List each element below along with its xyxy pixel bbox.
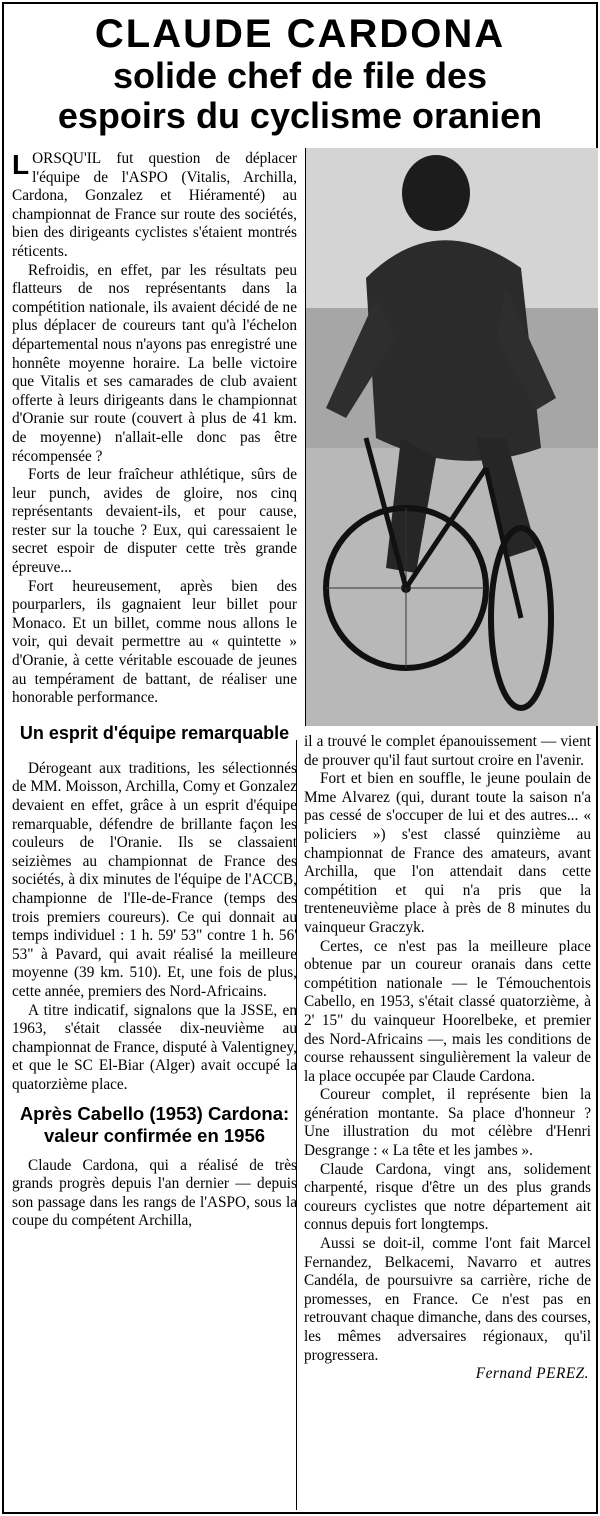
paragraph: Refroidis, en effet, par les résultats peu flatteurs de nos représentants dans la compétition nationale, ils avaient décidé de ne plus déplacer de coureurs tant qu'à l'échelon départemental nous n'ayons pas enregistré une honnête moyenne horaire. La belle victoire que Vitalis et ses camarades de club avaient offerte à leurs dirigeants dans le championnat d'Oranie sur route (couvert à plus de 41 km. de moyenne) n'allait-elle donc pas être récompensée ? [12,261,297,465]
headline-line-1: CLAUDE CARDONA [94,12,506,56]
paragraph: Fort heureusement, après bien des pourparlers, ils gagnaient leur billet pour Monaco. Et un billet, comme nous allons le voir, qui devait permettre au « quintette » d'Oranie, à cette véritable escouade de jeunes au tempérament de battant, de réaliser une honorable performance. [12,577,297,707]
column-left [12,150,297,1231]
paragraph: Claude Cardona, qui a réalisé de très grands progrès depuis l'an dernier — depuis son passage dans les rangs de l'ASPO, sous la coupe du compétent Archilla, [12,1156,297,1230]
lead-caps: ORSQU'IL [32,150,102,167]
paragraph: Certes, ce n'est pas la meilleure place obtenue par un coureur oranais dans cette compétition nationale — le Témouchentois Cabello, en 1953, s'était classé quatorzième, à 2' 15" du vainqueur Hoorelbeke, et premier des Nord-Africains —, mais les conditions de course rehaussent singulièrement la valeur de la place occupée par Claude Cardona. [304,937,591,1085]
cyclist-photo [305,148,598,726]
paragraph: Aussi se doit-il, comme l'ont fait Marcel Fernandez, Belkacemi, Navarro et autres Candéla, de poursuivre sa carrière, riche de promesses, en France. Ce n'est pas en retrouvant chaque dimanche, dans des courses, les mêmes adversaires régionaux, qu'il progressera. [304,1235,591,1364]
headline [0,12,600,136]
paragraph: Claude Cardona, vingt ans, solidement charpenté, risque d'être un des plus grands coureurs cyclistes que notre département ait connus depuis fort longtemps. [304,1160,591,1234]
paragraph: Forts de leur fraîcheur athlétique, sûrs de leur punch, avides de gloire, nos cinq représentants devaient-ils, et pour cause, rester sur la touche ? Eux, qui caressaient le secret espoir de disputer cette très grande épreuve... [12,466,297,577]
headline-line-3: espoirs du cyclisme oranien [57,95,543,136]
paragraph: il a trouvé le complet épanouissement — vient de prouver qu'il faut surtout croire en l'avenir. [304,733,591,769]
paragraph: Dérogeant aux traditions, les sélectionnés de MM. Moisson, Archilla, Comy et Gonzalez devaient en effet, grâce à un esprit d'équipe remarquable, défendre de brillante façon les couleurs de l'Oranie. Ils se classaient seizièmes au championnat de France des sociétés, à dix minutes de l'équipe de l'ACCB, championne de l'Ile-de-France (temps des trois premiers coureurs). Ce qui donnait au temps individuel : 1 h. 59' 53" contre 1 h. 56' 53" à Pavard, qui avait réalisé la meilleure moyenne (39 km. 510). Et, une fois de plus, cette année, premiers des Nord-Africains. [12,759,297,1000]
dropcap: L [12,149,30,180]
subheading: Après Cabello (1953) Cardona: valeur confirmée en 1956 [19,1102,290,1146]
headline-line-2: solide chef de file des [112,55,488,96]
paragraph: A titre indicatif, signalons que la JSSE, en 1963, s'était classée dix-neuvième au championnat de France, disputé à Valentigney, et que le SC El-Biar (Alger) avait occupé la quatorzième place. [12,1001,297,1093]
author-signature: Fernand PEREZ. [475,1365,589,1383]
cyclist-illustration [306,148,598,726]
lead-text: fut question de déplacer l'équipe de l'ASPO (Vitalis, Archilla, Cardona, Gonzalez et Hiéramenté) au championnat de France sur route des sociétés, bien des dirigeants cyclistes s'étaient montrés réticents. [12,150,297,260]
column-right [304,733,591,1384]
paragraph: Fort et bien en souffle, le jeune poulain de Mme Alvarez (qui, durant toute la saison n'a pas cessé de s'occuper de lui et des autres... « policiers ») s'est classé quinzième au championnat de France des amateurs, avant Archilla, que l'on attendait dans cette compétition et qui n'a pris que la trenteneuvième place à près de 8 minutes du vainqueur Graczyk. [304,770,591,936]
subheading: Un esprit d'équipe remarquable [19,722,290,743]
paragraph: Coureur complet, il représente bien la génération montante. Sa place d'honneur ? Une illustration du mot célèbre d'Henri Desgrange : « La tête et les jambes ». [304,1086,591,1160]
paragraph-lead [12,150,297,262]
